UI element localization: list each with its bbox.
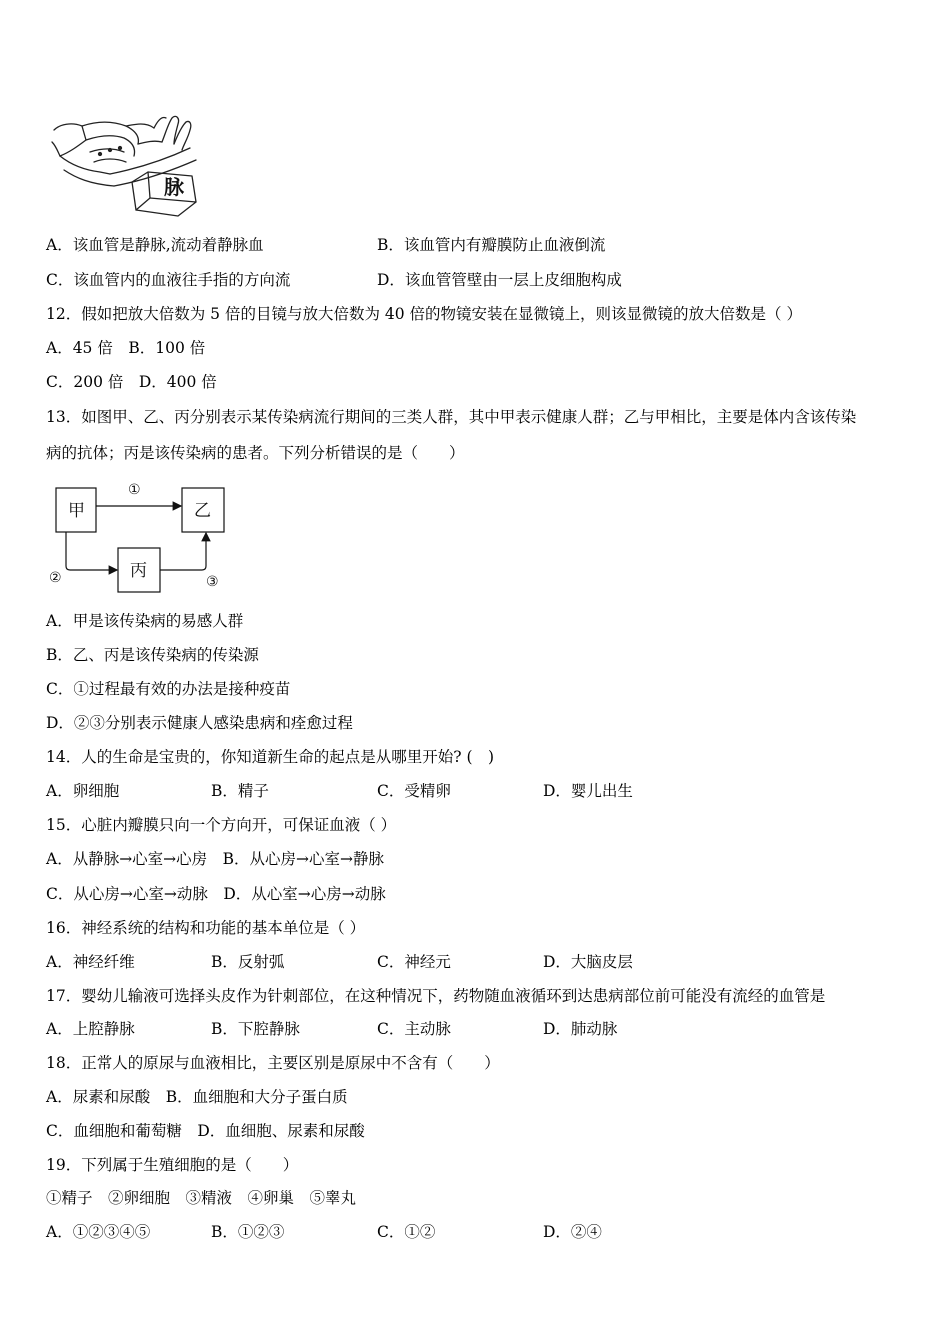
q15-options-ab: A．从静脉→心室→心房 B．从心房→心室→静脉 [46,850,385,868]
q17-option-c: C．主动脉 [377,1020,451,1038]
q13-option-c: C．①过程最有效的办法是接种疫苗 [46,680,291,698]
q18-options-cd: C．血细胞和葡萄糖 D．血细胞、尿素和尿酸 [46,1122,365,1140]
q13-stem-line2: 病的抗体；丙是该传染病的患者。下列分析错误的是（ ） [46,444,465,462]
pillow-label: 脉 [164,175,184,199]
q18-options-ab: A．尿素和尿酸 B．血细胞和大分子蛋白质 [46,1088,348,1106]
q14-stem: 14．人的生命是宝贵的，你知道新生命的起点是从哪里开始? ( ) [46,748,495,766]
label-bing: 丙 [130,561,147,581]
q11-option-c: C．该血管内的血液往手指的方向流 [46,271,291,289]
q15-stem: 15．心脏内瓣膜只向一个方向开，可保证血液（ ） [46,816,397,834]
q16-option-a: A．神经纤维 [46,953,135,971]
q17-stem: 17．婴幼儿输液可选择头皮作为针刺部位，在这种情况下，药物随血液循环到达患病部位前可能没有流经的血管是 [46,987,826,1005]
q12-stem: 12．假如把放大倍数为 5 倍的目镜与放大倍数为 40 倍的物镜安装在显微镜上，则该显微镜的放大倍数是（ ） [46,305,802,323]
q16-stem: 16．神经系统的结构和功能的基本单位是（ ） [46,919,366,937]
q14-option-b: B．精子 [211,782,269,800]
q19-option-b: B．①②③ [211,1223,285,1241]
q19-option-c: C．①② [377,1223,436,1241]
q13-option-d: D．②③分别表示健康人感染患病和痊愈过程 [46,714,353,732]
q13-option-a: A．甲是该传染病的易感人群 [46,612,244,630]
label-arrow2: ② [49,570,62,586]
q19-items: ①精子 ②卵细胞 ③精液 ④卵巢 ⑤睾丸 [46,1189,357,1207]
arrow-jia-to-bing [66,532,117,570]
q17-option-d: D．肺动脉 [543,1020,618,1038]
label-jia: 甲 [68,501,85,521]
label-yi: 乙 [194,501,211,521]
q17-option-b: B．下腔静脉 [211,1020,300,1038]
q16-option-c: C．神经元 [377,953,451,971]
infection-flow-diagram [46,476,236,598]
arrow-bing-to-yi [160,533,206,570]
label-arrow3: ③ [206,574,219,590]
q19-option-a: A．①②③④⑤ [46,1223,151,1241]
q17-option-a: A．上腔静脉 [46,1020,135,1038]
q11-option-b: B．该血管内有瓣膜防止血液倒流 [377,236,606,254]
q12-options-cd: C．200 倍 D．400 倍 [46,373,217,391]
q14-option-a: A．卵细胞 [46,782,120,800]
q14-option-c: C．受精卵 [377,782,451,800]
q19-stem: 19．下列属于生殖细胞的是（ ） [46,1156,299,1174]
q13-option-b: B．乙、丙是该传染病的传染源 [46,646,259,664]
q19-option-d: D．②④ [543,1223,602,1241]
q12-options-ab: A．45 倍 B．100 倍 [46,339,206,357]
q11-option-a: A．该血管是静脉,流动着静脉血 [46,236,264,254]
label-arrow1: ① [128,482,141,498]
pulse-figure [50,112,198,220]
q15-options-cd: C．从心房→心室→动脉 D．从心室→心房→动脉 [46,885,386,903]
q16-option-d: D．大脑皮层 [543,953,633,971]
q13-stem-line1: 13．如图甲、乙、丙分别表示某传染病流行期间的三类人群，其中甲表示健康人群；乙与甲相比，主要是体内含该传染 [46,408,857,426]
q18-stem: 18．正常人的原尿与血液相比，主要区别是原尿中不含有（ ） [46,1054,500,1072]
q16-option-b: B．反射弧 [211,953,285,971]
q11-option-d: D．该血管管壁由一层上皮细胞构成 [377,271,622,289]
q14-option-d: D．婴儿出生 [543,782,633,800]
